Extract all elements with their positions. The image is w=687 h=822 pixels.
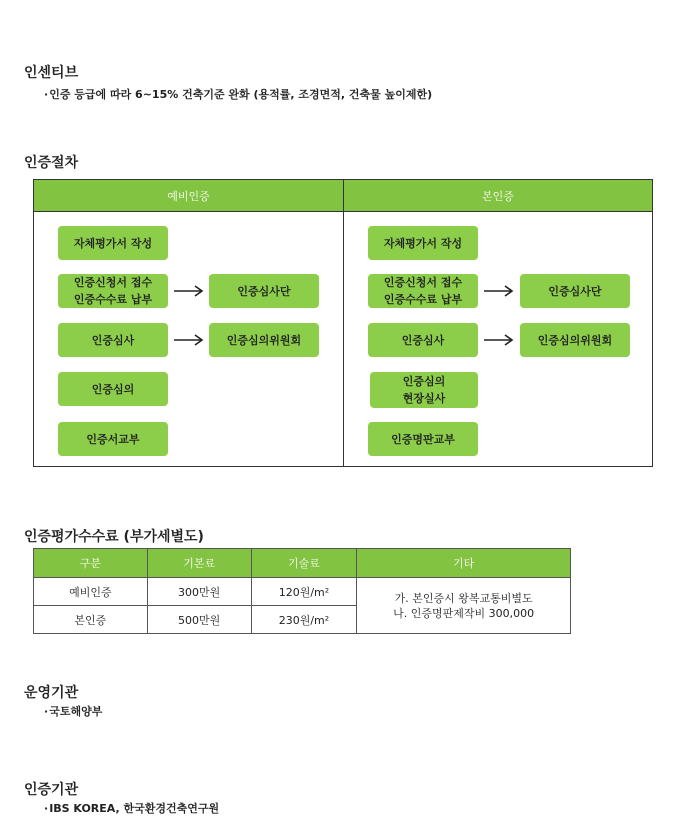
operator-bullet: · 국토해양부 (44, 703, 102, 719)
fee-tech: 120원/m² (251, 578, 357, 606)
fee-base: 300만원 (147, 578, 251, 606)
step-committee (209, 323, 319, 357)
main-column (344, 180, 652, 466)
incentive-bullet: · 인증 등급에 따라 6~15% 건축기준 완화 (용적률, 조경면적, 건축물 높이제한) (44, 86, 432, 102)
table-header-row (34, 549, 571, 578)
table-row (34, 578, 571, 606)
column-header: 기타 (357, 549, 571, 578)
step-issue (58, 422, 168, 456)
step-label-line2: 인증수수료 납부 (73, 293, 153, 306)
step-label: 인증심사 (401, 333, 445, 347)
step-label-line1: 인증신청서 접수 (383, 276, 463, 289)
step-label: 인증서교부 (86, 432, 140, 446)
arrow-right-icon (484, 334, 514, 346)
incentive-title: 인센티브 (24, 65, 79, 81)
certifier-title: 인증기관 (24, 782, 79, 798)
arrow-right-icon (484, 285, 514, 297)
preliminary-column (34, 180, 344, 466)
step-review-team (520, 274, 630, 308)
preliminary-header: 예비인증 (34, 180, 343, 212)
arrow-right-icon (174, 285, 204, 297)
step-deliberation-site-inspection (370, 372, 478, 408)
fee-table (33, 548, 571, 634)
step-self-evaluation (368, 226, 478, 260)
main-header: 본인증 (344, 180, 652, 212)
step-deliberation (58, 372, 168, 406)
step-label-line2: 현장실사 (402, 392, 446, 405)
step-review (58, 323, 168, 357)
fee-type: 예비인증 (34, 578, 148, 606)
column-header: 구분 (34, 549, 148, 578)
step-committee (520, 323, 630, 357)
column-header: 기본료 (147, 549, 251, 578)
step-label: 인증심의 (91, 382, 135, 396)
fee-type: 본인증 (34, 606, 148, 634)
fee-etc-line2: 나. 인증명판제작비 300,000 (393, 606, 535, 620)
step-label: 인증심의위원회 (537, 333, 613, 347)
operator-title: 운영기관 (24, 685, 79, 701)
step-label-line1: 인증심의 (402, 375, 446, 388)
column-header: 기술료 (251, 549, 357, 578)
fees-title: 인증평가수수료 (부가세별도) (24, 529, 204, 545)
step-label-line2: 인증수수료 납부 (383, 293, 463, 306)
fee-etc-line1: 가. 본인증시 왕복교통비별도 (394, 591, 533, 605)
step-label: 자체평가서 작성 (73, 236, 153, 250)
fee-base: 500만원 (147, 606, 251, 634)
step-review-team (209, 274, 319, 308)
step-label: 자체평가서 작성 (383, 236, 463, 250)
step-self-evaluation (58, 226, 168, 260)
fee-etc (357, 578, 571, 634)
step-label: 인증심사단 (237, 284, 291, 298)
step-label-line1: 인증신청서 접수 (73, 276, 153, 289)
step-review (368, 323, 478, 357)
procedure-title: 인증절차 (24, 155, 79, 171)
procedure-diagram (33, 179, 653, 467)
fee-tech: 230원/m² (251, 606, 357, 634)
certifier-bullet: · IBS KOREA, 한국환경건축연구원 (44, 800, 219, 816)
step-label: 인증심의위원회 (226, 333, 302, 347)
arrow-right-icon (174, 334, 204, 346)
step-plaque-issue (368, 422, 478, 456)
step-label: 인증명판교부 (391, 432, 455, 446)
step-label: 인증심사단 (548, 284, 602, 298)
step-label: 인증심사 (91, 333, 135, 347)
step-application (368, 274, 478, 308)
step-application (58, 274, 168, 308)
